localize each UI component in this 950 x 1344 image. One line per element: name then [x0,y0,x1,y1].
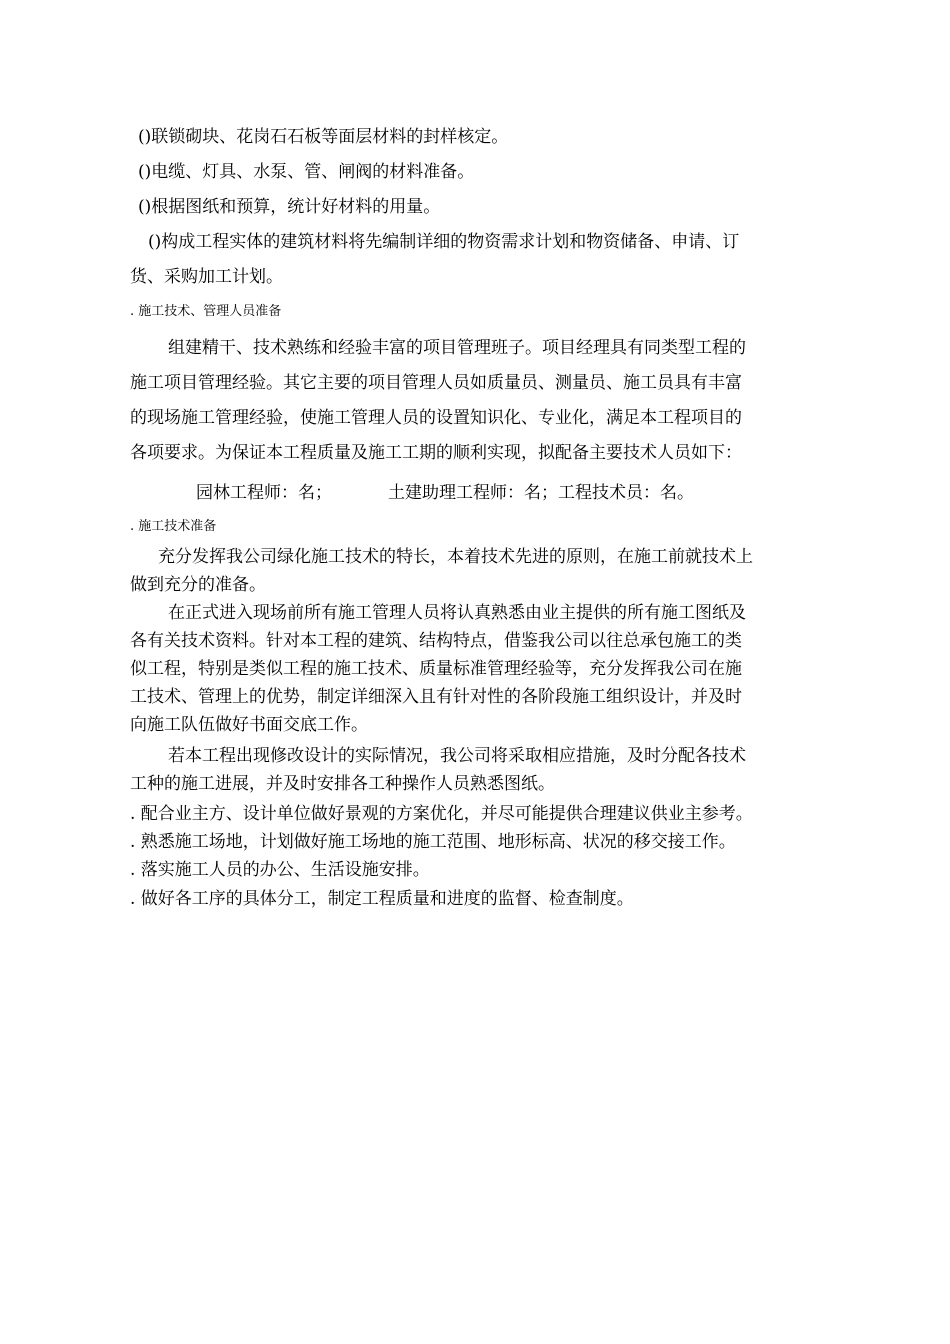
bullet-item-4: . 做好各工序的具体分工，制定工程质量和进度的监督、检查制度。 [130,889,634,909]
staff-roles-landscape: 园林工程师：名； [196,483,332,503]
staff-roles-civil: 土建助理工程师：名；工程技术员：名。 [388,483,694,503]
tech-para2-line-3: 似工程，特别是类似工程的施工技术、质量标准管理经验等，充分发挥我公司在施 [130,659,742,679]
tech-section-heading: . 施工技术准备 [130,519,217,534]
staff-section-heading: . 施工技术、管理人员准备 [130,304,282,319]
tech-para3-line-1: 若本工程出现修改设计的实际情况，我公司将采取相应措施，及时分配各技术 [168,746,746,766]
tech-para3-line-2: 工种的施工进展，并及时安排各工种操作人员熟悉图纸。 [130,774,555,794]
staff-para-line-4: 各项要求。为保证本工程质量及施工工期的顺利实现，拟配备主要技术人员如下： [130,443,742,463]
bullet-item-1: . 配合业主方、设计单位做好景观的方案优化，并尽可能提供合理建议供业主参考。 [130,804,753,824]
material-item-1: ()联锁砌块、花岗石石板等面层材料的封样核定。 [138,127,509,147]
material-item-4-line-2: 货、采购加工计划。 [130,267,283,287]
tech-para2-line-5: 向施工队伍做好书面交底工作。 [130,715,368,735]
staff-para-line-2: 施工项目管理经验。其它主要的项目管理人员如质量员、测量员、施工员具有丰富 [130,373,742,393]
bullet-item-2: . 熟悉施工场地，计划做好施工场地的施工范围、地形标高、状况的移交接工作。 [130,832,736,852]
bullet-item-3: . 落实施工人员的办公、生活设施安排。 [130,860,430,880]
tech-para2-line-4: 工技术、管理上的优势，制定详细深入且有针对性的各阶段施工组织设计，并及时 [130,687,742,707]
tech-para1-line-1: 充分发挥我公司绿化施工技术的特长，本着技术先进的原则，在施工前就技术上 [158,547,753,567]
material-item-4-line-1: ()构成工程实体的建筑材料将先编制详细的物资需求计划和物资储备、申请、订 [148,232,740,252]
tech-para2-line-1: 在正式进入现场前所有施工管理人员将认真熟悉由业主提供的所有施工图纸及 [168,603,746,623]
staff-para-line-1: 组建精干、技术熟练和经验丰富的项目管理班子。项目经理具有同类型工程的 [168,338,746,358]
material-item-3: ()根据图纸和预算，统计好材料的用量。 [138,197,441,217]
tech-para2-line-2: 各有关技术资料。针对本工程的建筑、结构特点，借鉴我公司以往总承包施工的类 [130,631,742,651]
material-item-2: ()电缆、灯具、水泵、管、闸阀的材料准备。 [138,162,475,182]
tech-para1-line-2: 做到充分的准备。 [130,575,266,595]
staff-para-line-3: 的现场施工管理经验，使施工管理人员的设置知识化、专业化，满足本工程项目的 [130,408,742,428]
